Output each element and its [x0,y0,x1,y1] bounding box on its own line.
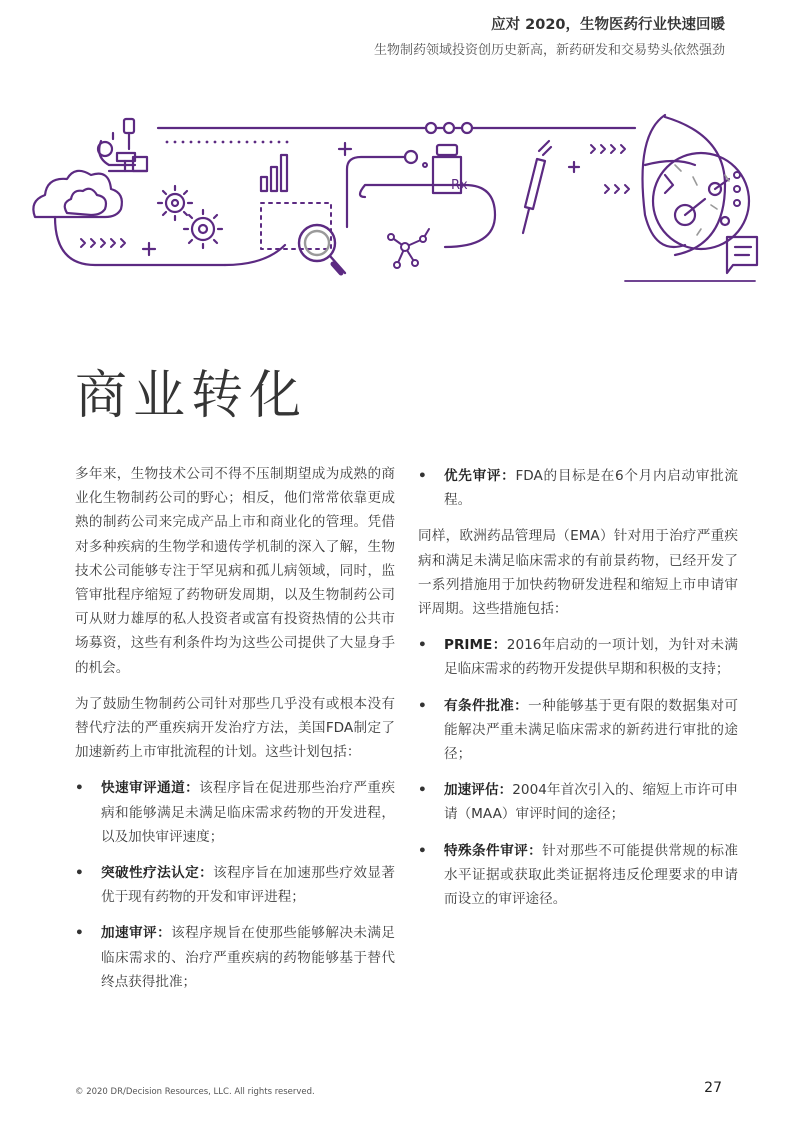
left-column [75,462,395,1006]
ema-measure-list [418,633,738,911]
item-text: FDA的目标是在6个月内启动审批流程。 [444,468,739,509]
magnifier-icon [299,225,345,273]
item-term: PRIME： [444,637,507,654]
list-item [75,776,395,849]
list-item [418,694,738,767]
dotted-line-icon [166,141,289,144]
item-term: 快速审评通道： [101,780,200,797]
page-header [374,14,725,62]
bullet-icon: • [418,637,427,654]
biopharma-illustration [25,105,775,285]
list-item [418,839,738,912]
bullet-icon: • [418,468,427,484]
molecule-icon [388,229,429,268]
item-text: 一种能够基于更有限的数据集对可能解决严重未满足临床需求的新药进行审批的途径； [444,697,739,763]
fda-program-list [75,776,395,994]
item-text: 针对那些不可能提供常规的标准水平证据或获取此类证据将违反伦理要求的申请而设立的审评途径。 [444,842,739,908]
bullet-icon: • [75,925,84,942]
microscope-icon [98,119,147,171]
petri-dish-icon [643,115,750,255]
item-term: 突破性疗法认定： [101,865,214,882]
right-column [418,464,738,923]
list-item [418,778,738,826]
bullet-icon: • [75,865,84,882]
fda-program-list-continued [418,464,738,512]
bullet-icon: • [418,697,427,714]
item-term: 有条件批准： [444,697,529,714]
item-text: 该程序旨在加速那些疗效显著优于现有药物的开发和审评进程； [101,865,396,906]
list-item [75,921,395,994]
item-text: 该程序旨在促进那些治疗严重疾病和能够满足未满足临床需求药物的开发进程，以及加快审评速度； [101,780,396,845]
page-title: 商业转化 [75,366,308,426]
ema-paragraph: 同样，欧洲药品管理局（EMA）针对用于治疗严重疾病和满足未满足临床需求的有前景药物，已经开发了一系列措施用于加快药物研发进程和缩短上市申请审评周期。这些措施包括： [418,528,738,618]
bullet-icon: • [418,782,427,799]
curve-line-icon [360,185,495,247]
item-text: 2016年启动的一项计划，为针对未满足临床需求的药物开发提供早期和积极的支持； [444,637,738,678]
pipe-line-icon [347,157,405,227]
header-subtitle: 生物制药领域投资创历史新高，新药研发和交易势头依然强劲 [373,43,725,58]
item-term: 加速评估： [444,782,513,799]
syringe-icon [523,141,551,233]
page-number: 27 [704,1080,722,1096]
bar-chart-icon [261,155,287,191]
bullet-icon: • [75,780,84,797]
copyright: © 2020 DR/Decision Resources, LLC. All rights reserved. [75,1087,315,1097]
list-item [75,861,395,909]
top-line-beads-icon [158,123,635,133]
item-term: 特殊条件审评： [444,842,543,859]
intro-paragraph: 多年来，生物技术公司不得不压制期望成为成熟的商业化生物制药公司的野心；相反，他们常常依靠更成熟的制药公司来完成产品上市和商业化的管理。凭借对多种疾病的生物学和遗传学机制的深入了解，生物技术公司能够专注于罕见病和孤儿病领域，同时，监管审批程序缩短了药物研发周期，以及生物制药公司可从财力雄厚的私人投资者或富有投资热情的公共市场募资，这些有利条件均为这些公司提供了大显身手的机会。 [75,466,395,676]
gear-icon [158,186,222,248]
cloud-icon [33,171,122,217]
chevrons-icon [81,145,629,247]
node-icon [405,151,417,163]
bullet-icon: • [418,842,427,859]
list-item [418,633,738,681]
item-text: 该程序规旨在使那些能够解决未满足临床需求的、治疗严重疾病的药物能够基于替代终点获得批准； [101,925,396,990]
item-text: 2004年首次引入的、缩短上市许可申请（MAA）审评时间的途径； [444,782,738,823]
fda-paragraph: 为了鼓励生物制药公司针对那些几乎没有或根本没有替代疗法的严重疾病开发治疗方法，美国FDA制定了加速新药上市审批流程的计划。这些计划包括： [75,695,395,761]
rx-label: Rx [451,178,468,193]
item-term: 加速审评： [101,925,172,942]
list-item [418,464,738,512]
item-term: 优先审评： [444,468,516,484]
chat-bubble-icon [727,237,757,273]
header-title: 应对 2020，生物医药行业快速回暖 [491,17,725,33]
base-line-icon [55,217,225,265]
